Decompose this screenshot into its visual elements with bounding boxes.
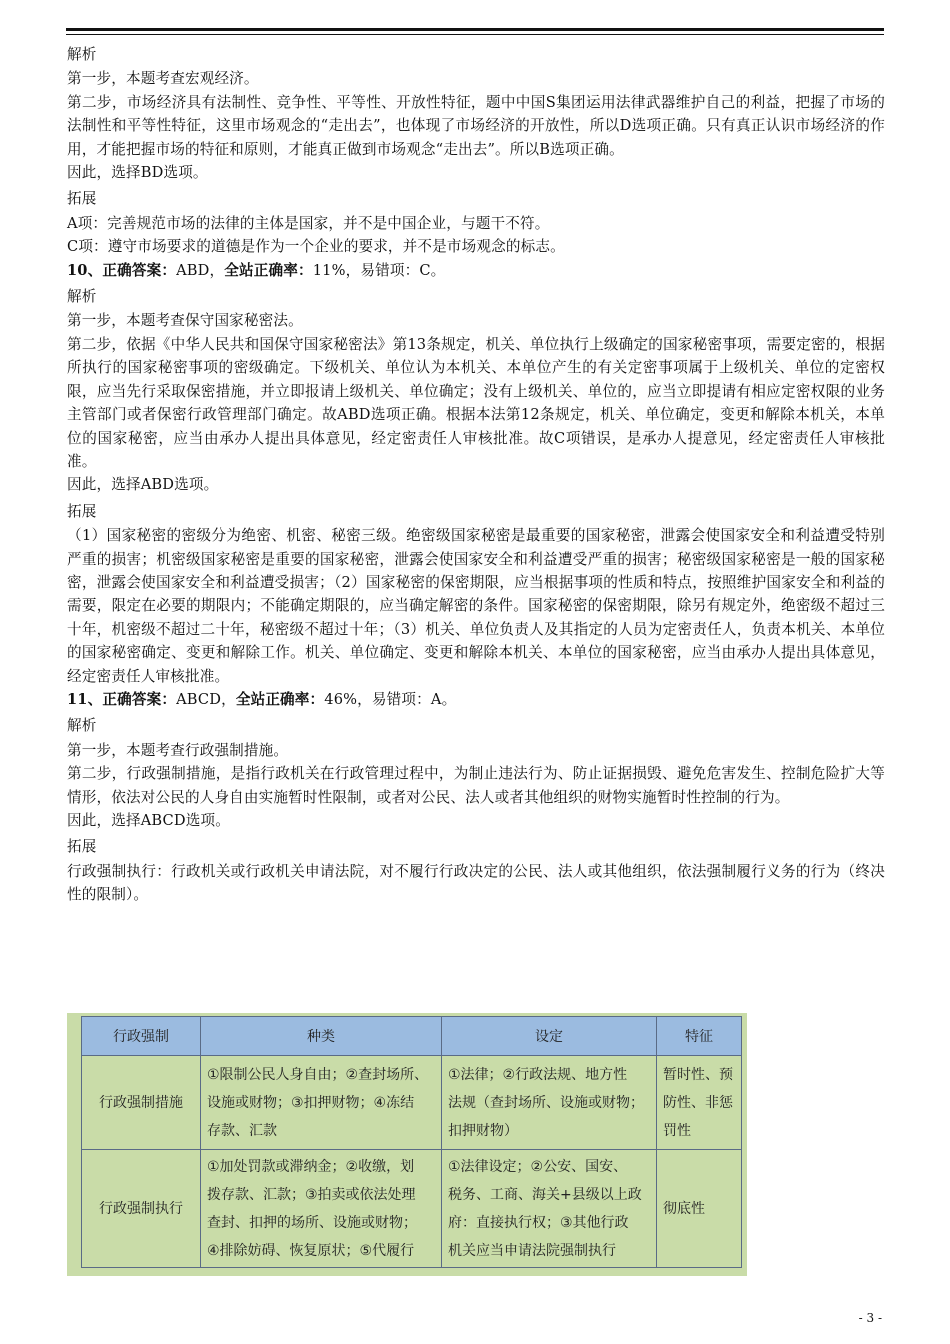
rate-label: 全站正确率：: [235, 690, 325, 708]
cell-line: 拨存款、汇款；③拍卖或依法处理: [207, 1186, 416, 1203]
extension-text: （1）国家秘密的密级分为绝密、机密、秘密三级。绝密级国家秘密是最重要的国家秘密，泄露会使国家安全和利益遭受特别严重的损害；机密级国家秘密是重要的国家秘密，泄露会使国家安全和利益遭受严重的损害；秘密级国家秘密是一般的国家秘密，泄露会使国家安全和利益遭受损害；（2）国家秘密的保密期限，应当根据事项的性质和特点，按照维护国家安全和利益的需要，限定在必要的期限内；不能确定期限的，应当确定解密的条件。国家秘密的保密期限，除另有规定外，绝密级不超过三十年，机密级不超过二十年，秘密级不超过十年；（3）机关、单位负责人及其指定的人员为定密责任人，负责本机关、本单位的国家秘密确定、变更和解除工作。机关、单位确定、变更和解除本机关、本单位的国家秘密，应当由承办人提出具体意见，经定密责任人审核批准。: [67, 527, 885, 685]
cell-line: ①加处罚款或滞纳金；②收缴，划: [207, 1158, 415, 1175]
analysis-step2: 第二步，市场经济具有法制性、竞争性、平等性、开放性特征，题中中国S集团运用法律武器维护自己的利益，把握了市场的法制性和平等性特征，这里市场观念的“走出去”，也体现了市场经济的开放性，所以D选项正确。只有真正认识市场经济的作用，才能把握市场的特征和原则，才能真正做到市场观念“走出去”。所以B选项正确。: [67, 93, 885, 158]
table-header-cell: 设定: [442, 1017, 657, 1056]
answer-label: 11、正确答案：: [67, 690, 177, 708]
answer-value: ABD，: [176, 261, 225, 279]
table-row: [82, 1056, 742, 1150]
table-row: [82, 1150, 742, 1268]
answer-line-q11: [67, 688, 885, 711]
analysis-step1: 第一步，本题考查保守国家秘密法。: [67, 312, 303, 330]
table-header-cell: 特征: [657, 1017, 742, 1056]
analysis-step2: 第二步，依据《中华人民共和国保守国家秘密法》第13条规定，机关、单位执行上级确定的国家秘密事项，需要定密的，根据所执行的国家秘密事项的密级确定。下级机关、单位认为本机关、本单位产生的有关定密事项属于上级机关、单位的定密权限，应当先行采取保密措施，并立即报请上级机关、单位确定；没有上级机关、单位的，应当立即提请有相应定密权限的业务主管部门或者保密行政管理部门确定。故ABD选项正确。根据本法第12条规定，机关、单位确定，变更和解除本机关，本单位的国家秘密，应当由承办人提出具体意见，经定密责任人审核批准。故C项错误，是承办人提意见，经定密责任人审核批准。: [67, 335, 885, 470]
extension-item-c: C项：遵守市场要求的道德是作为一个企业的要求，并不是市场观念的标志。: [67, 238, 565, 256]
cell-line: 彻底性: [663, 1200, 705, 1217]
document-body: [67, 40, 885, 907]
section-heading-analysis: 解析: [67, 717, 97, 735]
answer-value: ABCD，: [176, 690, 236, 708]
cell-line: 府：直接执行权；③其他行政: [448, 1214, 629, 1231]
cell-line: ④排除妨碍、恢复原状；⑤代履行: [207, 1242, 415, 1259]
table-header-cell: 行政强制: [82, 1017, 201, 1056]
extension-item-a: A项：完善规范市场的法律的主体是国家，并不是中国企业，与题干不符。: [67, 214, 550, 232]
analysis-conclusion: 因此，选择BD选项。: [67, 164, 208, 182]
table-cell-setting: [442, 1150, 657, 1268]
section-heading-extension: 拓展: [67, 190, 97, 208]
table-cell-feature: [657, 1056, 742, 1150]
table-header-row: [82, 1017, 742, 1056]
comparison-table-image: [67, 1013, 747, 1276]
table-cell-feature: [657, 1150, 742, 1268]
page-number: - 3 -: [858, 1311, 882, 1325]
header-rule-thick: [66, 28, 884, 31]
cell-line: ①法律；②行政法规、地方性: [448, 1066, 628, 1083]
table-cell-types: [201, 1056, 442, 1150]
rate-value: 46%，易错项：A。: [324, 690, 457, 708]
cell-line: 存款、汇款: [207, 1122, 277, 1139]
cell-line: 法规（查封场所、设施或财物；: [448, 1094, 644, 1111]
cell-line: ①法律设定；②公安、国安、: [448, 1158, 628, 1175]
extension-text: 行政强制执行：行政机关或行政机关申请法院，对不履行行政决定的公民、法人或其他组织，依法强制履行义务的行为（终决性的限制）。: [67, 862, 885, 904]
table-header-cell: 种类: [201, 1017, 442, 1056]
analysis-conclusion: 因此，选择ABCD选项。: [67, 812, 230, 829]
cell-line: 查封、扣押的场所、设施或财物；: [207, 1214, 417, 1231]
table-cell-name: 行政强制措施: [82, 1056, 201, 1150]
cell-line: 暂时性、预: [663, 1066, 733, 1083]
answer-label: 10、正确答案：: [67, 261, 177, 279]
cell-line: 机关应当申请法院强制执行: [448, 1242, 616, 1259]
analysis-step1: 第一步，本题考查行政强制措施。: [67, 741, 289, 759]
cell-line: 防性、非惩: [663, 1094, 733, 1111]
header-rule-thin: [66, 34, 884, 35]
table-cell-setting: [442, 1056, 657, 1150]
analysis-step1: 第一步，本题考查宏观经济。: [67, 70, 259, 88]
rate-label: 全站正确率：: [224, 261, 313, 279]
section-heading-analysis: 解析: [67, 46, 97, 63]
section-heading-extension: 拓展: [67, 838, 97, 856]
cell-line: 设施或财物；③扣押财物；④冻结: [207, 1094, 415, 1111]
analysis-conclusion: 因此，选择ABD选项。: [67, 476, 219, 494]
section-heading-analysis: 解析: [67, 288, 97, 306]
section-heading-extension: 拓展: [67, 502, 97, 520]
table-cell-name: 行政强制执行: [82, 1150, 201, 1268]
cell-line: ①限制公民人身自由；②查封场所、: [207, 1066, 429, 1083]
answer-line-q10: [67, 259, 885, 282]
cell-line: 罚性: [663, 1122, 691, 1139]
comparison-table: [81, 1016, 742, 1268]
cell-line: 扣押财物）: [448, 1122, 518, 1139]
rate-value: 11%，易错项：C。: [312, 261, 446, 279]
analysis-step2: 第二步，行政强制措施，是指行政机关在行政管理过程中，为制止违法行为、防止证据损毁、避免危害发生、控制危险扩大等情形，依法对公民的人身自由实施暂时性限制，或者对公民、法人或者其他组织的财物实施暂时性控制的行为。: [67, 765, 885, 806]
table-cell-types: [201, 1150, 442, 1268]
cell-line: 税务、工商、海关+县级以上政: [448, 1186, 642, 1203]
